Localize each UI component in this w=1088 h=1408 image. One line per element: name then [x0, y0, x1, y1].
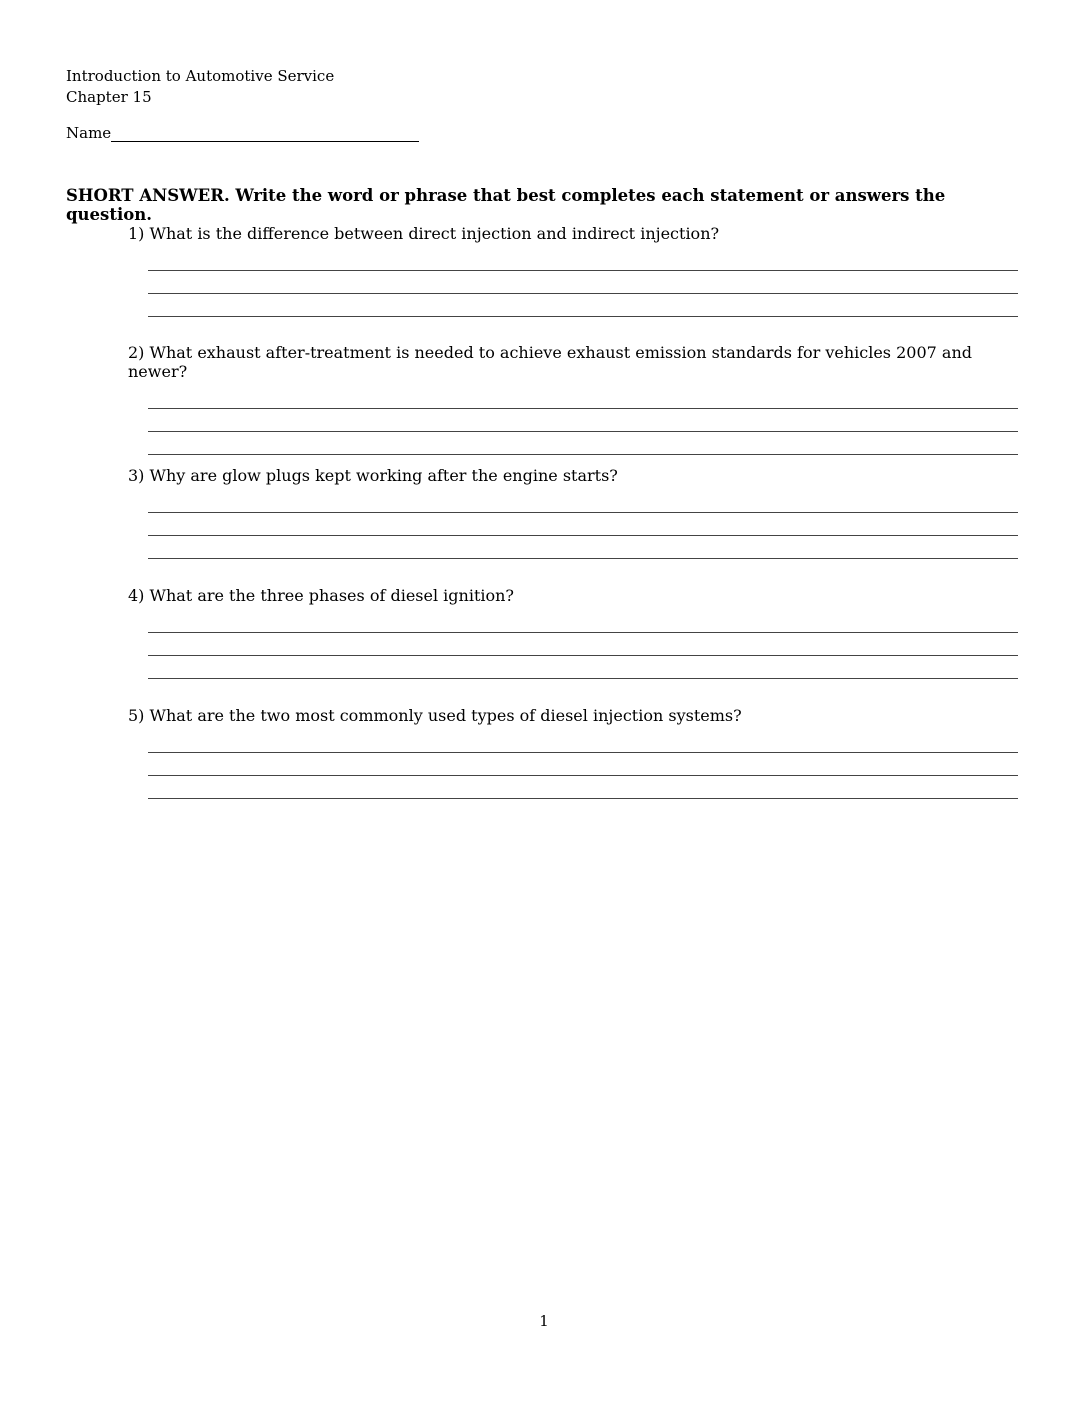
answer-line — [148, 621, 1018, 633]
question-block-4 — [66, 586, 1018, 679]
answer-lines — [148, 501, 1018, 559]
name-label: Name — [66, 124, 112, 142]
course-title: Introduction to Automotive Service — [66, 67, 335, 85]
name-row — [66, 124, 419, 142]
question-block-3 — [66, 466, 1018, 559]
answer-lines — [148, 621, 1018, 679]
page-number: 1 — [539, 1312, 549, 1330]
answer-line — [148, 776, 1018, 799]
answer-line — [148, 513, 1018, 536]
question-text: 3) Why are glow plugs kept working after the engine starts? — [128, 466, 618, 485]
name-blank — [111, 126, 419, 142]
answer-lines — [148, 741, 1018, 799]
question-block-2 — [66, 343, 1018, 455]
question-text: 2) What exhaust after-treatment is needed to achieve exhaust emission standards for vehicles 2007 and newer? — [128, 343, 972, 381]
question-block-1 — [66, 224, 1018, 317]
answer-line — [148, 536, 1018, 559]
answer-line — [148, 294, 1018, 317]
answer-line — [148, 409, 1018, 432]
answer-line — [148, 501, 1018, 513]
answer-line — [148, 259, 1018, 271]
answer-line — [148, 432, 1018, 455]
question-text: 4) What are the three phases of diesel ignition? — [128, 586, 515, 605]
answer-lines — [148, 397, 1018, 455]
answer-line — [148, 271, 1018, 294]
question-text: 1) What is the difference between direct injection and indirect injection? — [128, 224, 720, 243]
question-block-5 — [66, 706, 1018, 799]
answer-line — [148, 397, 1018, 409]
answer-lines — [148, 259, 1018, 317]
answer-line — [148, 753, 1018, 776]
question-text: 5) What are the two most commonly used types of diesel injection systems? — [128, 706, 742, 725]
answer-line — [148, 741, 1018, 753]
document-header — [66, 66, 334, 108]
answer-line — [148, 633, 1018, 656]
answer-line — [148, 656, 1018, 679]
chapter-label: Chapter 15 — [66, 88, 152, 106]
section-heading: SHORT ANSWER. Write the word or phrase that best completes each statement or answers the question. — [66, 186, 946, 224]
